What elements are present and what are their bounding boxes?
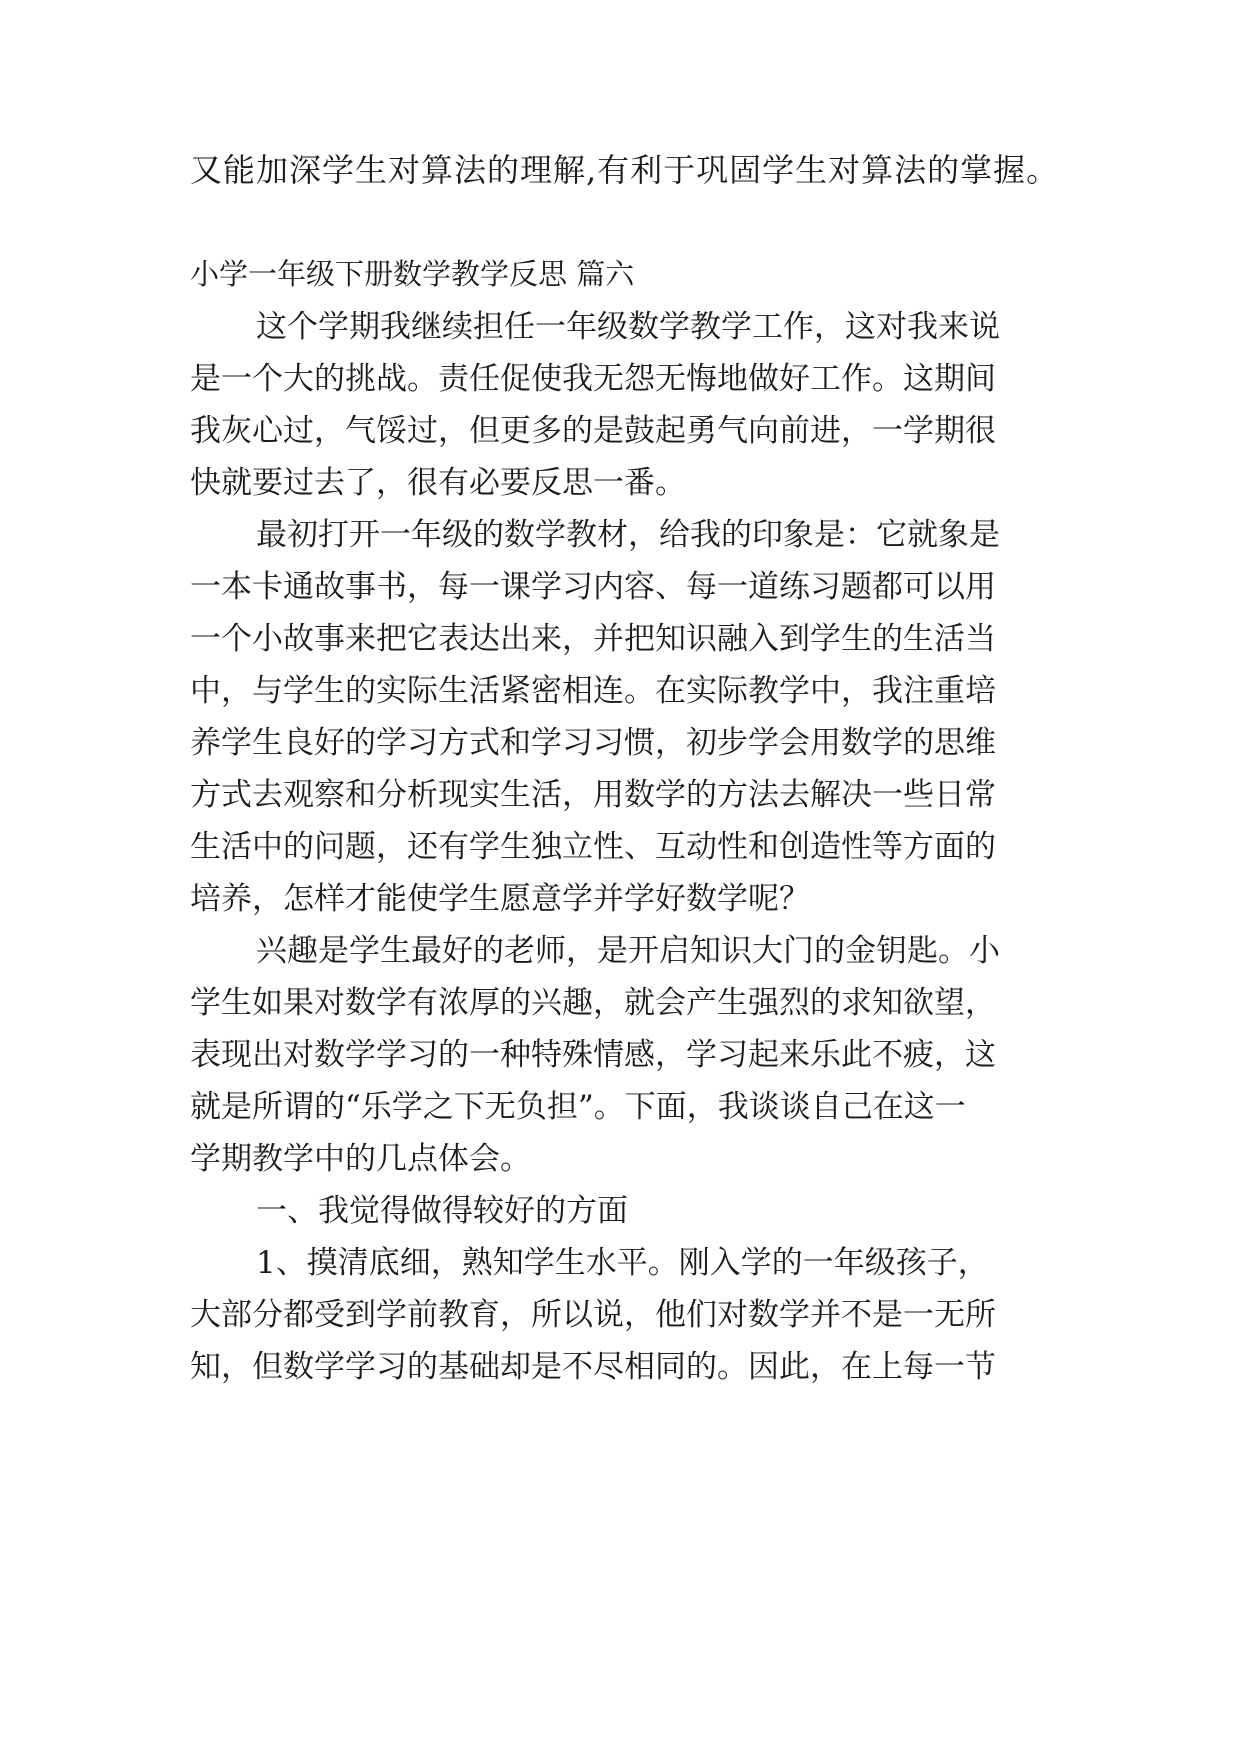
paragraph-line: 是一个大的挑战。责任促使我无怨无悔地做好工作。这期间 [190, 361, 996, 397]
paragraph-line: 养学生良好的学习方式和学习习惯，初步学会用数学的思维 [190, 725, 996, 761]
paragraph-line: 最初打开一年级的数学教材，给我的印象是：它就象是 [256, 517, 1000, 553]
paragraph-line: 知，但数学学习的基础却是不尽相同的。因此，在上每一节 [190, 1349, 996, 1385]
paragraph-line: 学期教学中的几点体会。 [190, 1141, 531, 1177]
paragraph-line: 这个学期我继续担任一年级数学教学工作，这对我来说 [256, 309, 1000, 345]
paragraph-line: 生活中的问题，还有学生独立性、互动性和创造性等方面的 [190, 829, 996, 865]
paragraph-line: 表现出对数学学习的一种特殊情感，学习起来乐此不疲，这 [190, 1037, 996, 1073]
subsection-heading: 一、我觉得做得较好的方面 [256, 1193, 628, 1229]
paragraph-line: 方式去观察和分析现实生活，用数学的方法去解决一些日常 [190, 777, 996, 813]
paragraph-line: 一个小故事来把它表达出来，并把知识融入到学生的生活当 [190, 621, 996, 657]
paragraph-line: 就是所谓的“乐学之下无负担”。下面，我谈谈自己在这一 [190, 1089, 966, 1125]
paragraph-line: 我灰心过，气馁过，但更多的是鼓起勇气向前进，一学期很 [190, 413, 996, 449]
paragraph-line: 1、摸清底细，熟知学生水平。刚入学的一年级孩子， [256, 1245, 989, 1281]
text-line-continuation: 又能加深学生对算法的理解,有利于巩固学生对算法的掌握。 [190, 151, 1060, 189]
paragraph-line: 培养，怎样才能使学生愿意学并学好数学呢？ [190, 881, 810, 917]
paragraph-line: 一本卡通故事书，每一课学习内容、每一道练习题都可以用 [190, 569, 996, 605]
paragraph-line: 兴趣是学生最好的老师，是开启知识大门的金钥匙。小 [256, 933, 1000, 969]
paragraph-line: 中，与学生的实际生活紧密相连。在实际教学中，我注重培 [190, 673, 996, 709]
paragraph-line: 快就要过去了，很有必要反思一番。 [190, 465, 686, 501]
paragraph-line: 学生如果对数学有浓厚的兴趣，就会产生强烈的求知欲望， [190, 985, 996, 1021]
paragraph-line: 大部分都受到学前教育，所以说，他们对数学并不是一无所 [190, 1297, 996, 1333]
section-title: 小学一年级下册数学教学反思 篇六 [190, 257, 635, 291]
